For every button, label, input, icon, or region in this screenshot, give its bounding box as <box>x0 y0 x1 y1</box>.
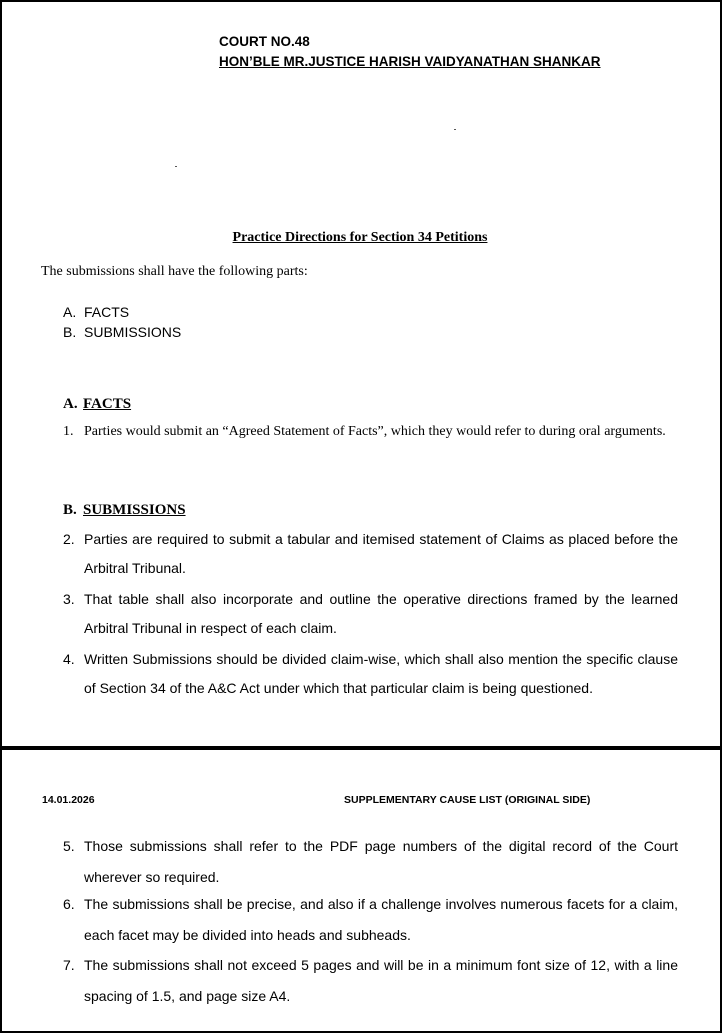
submissions-heading <box>63 502 186 519</box>
list-date: 14.01.2026 <box>42 794 95 806</box>
item-text: The submissions shall be precise, and also if a challenge involves numerous facets for a claim, each facet may be divided into heads and subheads. <box>84 896 678 943</box>
scan-speck <box>454 129 456 130</box>
item-number: 4. <box>63 651 75 667</box>
item-number: 3. <box>63 591 75 607</box>
heading-label: FACTS <box>83 396 132 412</box>
list-item <box>63 302 181 322</box>
court-header <box>219 32 601 72</box>
document-page-2 <box>0 750 722 1033</box>
list-label: SUBMISSIONS <box>84 324 182 340</box>
parts-list <box>63 302 181 342</box>
item-text: That table shall also incorporate and outline the operative directions framed by the learned Arbitral Tribunal in respect of each claim. <box>84 591 678 636</box>
list-label: FACTS <box>84 304 130 320</box>
document-title: Practice Directions for Section 34 Petitions <box>232 230 488 245</box>
numbered-item <box>63 889 678 951</box>
scan-speck <box>175 166 177 167</box>
cause-list-header: SUPPLEMENTARY CAUSE LIST (ORIGINAL SIDE) <box>344 794 591 806</box>
numbered-item <box>63 585 678 643</box>
item-text: The submissions shall not exceed 5 pages and will be in a minimum font size of 12, with a line spacing of 1.5, and page size A4. <box>84 957 678 1004</box>
intro-text: The submissions shall have the following parts: <box>41 264 308 279</box>
item-text: Written Submissions should be divided claim-wise, which shall also mention the specific clause of Section 34 of the A&C Act under which that particular claim is being questioned. <box>84 651 678 696</box>
heading-label: SUBMISSIONS <box>83 502 186 518</box>
list-letter: A. <box>63 304 77 320</box>
numbered-item <box>63 950 678 1012</box>
item-number: 7. <box>63 957 75 973</box>
item-text: Parties would submit an “Agreed Statement of Facts”, which they would refer to during oral arguments. <box>84 424 666 439</box>
item-text: Those submissions shall refer to the PDF page numbers of the digital record of the Court wherever so required. <box>84 838 678 885</box>
numbered-item <box>63 831 678 893</box>
numbered-item <box>63 645 678 703</box>
heading-letter: B. <box>63 502 77 518</box>
item-number: 1. <box>63 424 74 439</box>
item-number: 2. <box>63 531 75 547</box>
numbered-item <box>63 525 678 583</box>
judge-name: HON’BLE MR.JUSTICE HARISH VAIDYANATHAN SHANKAR <box>219 54 601 69</box>
list-item <box>63 322 181 342</box>
facts-heading <box>63 396 131 413</box>
court-number: COURT NO.48 <box>219 34 310 49</box>
item-number: 5. <box>63 838 75 854</box>
item-text: Parties are required to submit a tabular and itemised statement of Claims as placed before the Arbitral Tribunal. <box>84 531 678 576</box>
heading-letter: A. <box>63 396 78 412</box>
numbered-item <box>63 418 678 445</box>
item-number: 6. <box>63 896 75 912</box>
list-letter: B. <box>63 324 77 340</box>
